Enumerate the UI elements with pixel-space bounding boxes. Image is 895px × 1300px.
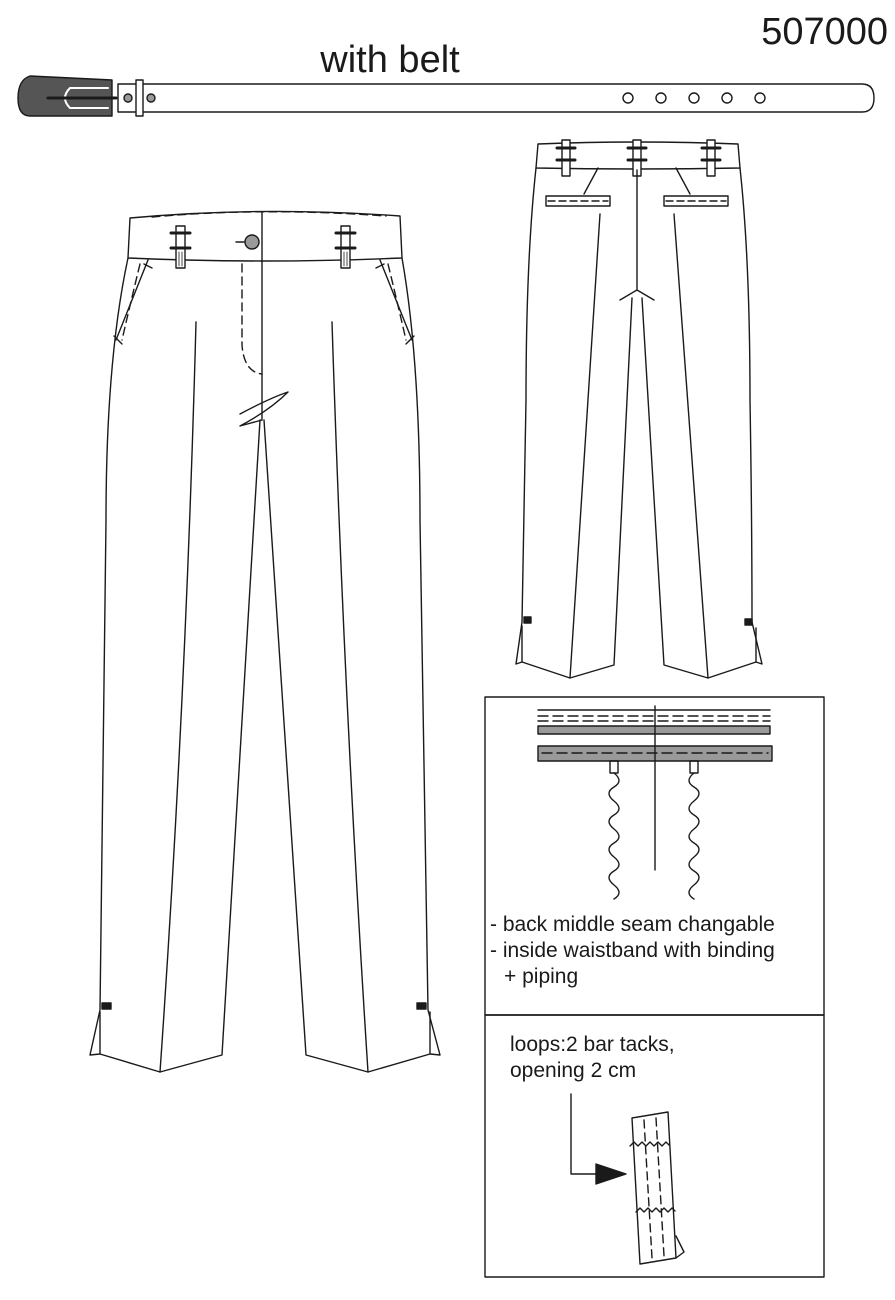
back-left-dart	[584, 168, 598, 194]
loop-opening	[676, 1236, 684, 1258]
note-line: loops:2 bar tacks,	[510, 1033, 675, 1056]
loop-notes	[510, 1032, 675, 1084]
front-right-pocket-stitch	[388, 264, 406, 340]
back-right-crease	[674, 214, 708, 678]
front-right-pocket	[380, 260, 412, 340]
overlock-right	[689, 773, 699, 899]
belt-caption: with belt	[320, 39, 460, 81]
overlock-left	[609, 773, 619, 899]
belt-strap	[118, 84, 874, 112]
front-left-vent-tack	[102, 1003, 111, 1009]
belt	[18, 76, 874, 116]
front-fly-stitch	[242, 264, 262, 374]
seam-allowance-left	[610, 761, 618, 773]
front-right-vent-tack	[417, 1003, 426, 1009]
front-left-leg	[90, 258, 260, 1072]
seam-allowance-right	[690, 761, 698, 773]
front-belt-loop	[336, 226, 355, 268]
belt-keeper	[136, 80, 143, 116]
note-line: + piping	[504, 965, 579, 988]
note-line: - inside waistband with binding	[490, 939, 775, 962]
belt-rivet-1	[124, 94, 132, 102]
back-left-vent-tack	[524, 617, 531, 623]
back-left-leg	[516, 168, 632, 678]
waistband-piping	[538, 726, 770, 734]
note-line: - back middle seam changable	[490, 913, 775, 936]
back-right-vent-tack	[745, 619, 752, 625]
front-left-crease	[160, 322, 196, 1072]
front-waistband	[128, 211, 402, 261]
front-belt-loop	[171, 226, 190, 268]
style-number: 507000	[761, 11, 888, 53]
back-left-crease	[570, 214, 600, 678]
waistband-notes	[490, 912, 775, 990]
belt-rivet-2	[147, 94, 155, 102]
pointer-arrow-line	[571, 1094, 600, 1174]
pointer-arrowhead	[596, 1164, 626, 1184]
back-crotch	[620, 290, 654, 300]
back-right-dart	[676, 168, 690, 194]
belt-loop-detail	[632, 1112, 676, 1264]
back-view	[516, 140, 762, 678]
front-right-crease	[332, 322, 368, 1072]
note-line: opening 2 cm	[510, 1059, 637, 1082]
front-view	[90, 211, 440, 1072]
front-button	[245, 235, 259, 249]
front-right-leg	[264, 258, 440, 1072]
